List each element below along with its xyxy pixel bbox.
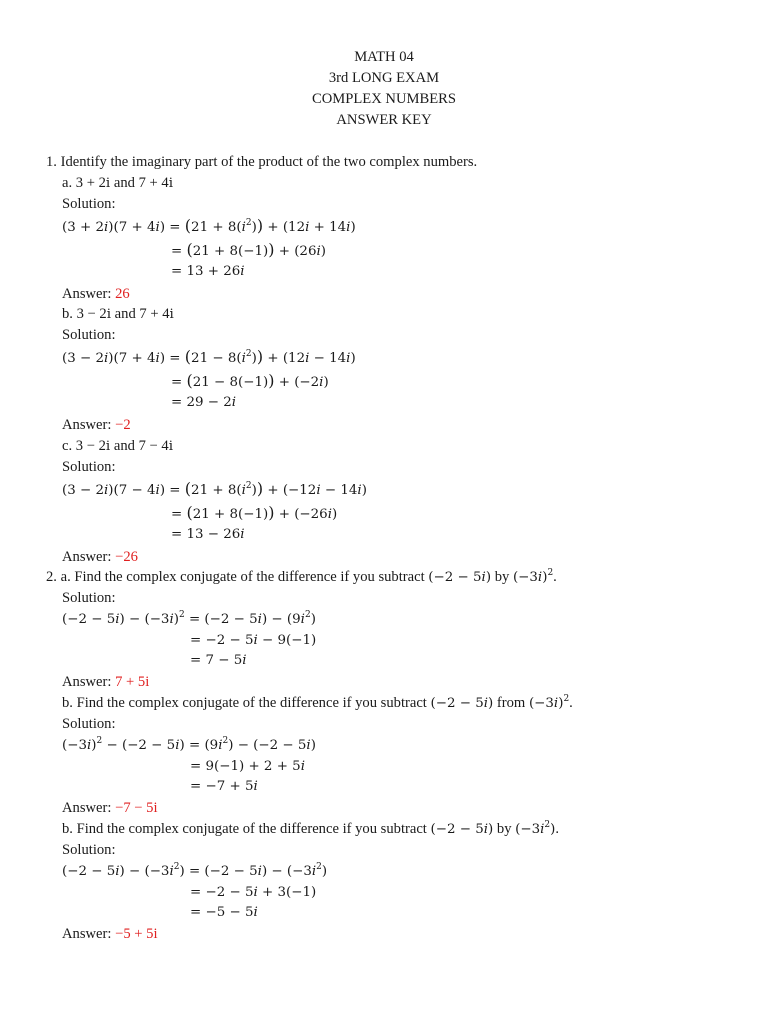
q2c-solution-label: Solution: <box>62 842 116 858</box>
q1b-solution-label: Solution: <box>62 327 116 343</box>
q1c-solution-label: Solution: <box>62 459 116 475</box>
q1c-step-2: = (21 + 8(−1)) + (−26i) <box>171 503 338 522</box>
q1a-step-3: = 13 + 26i <box>171 264 245 279</box>
q1b-answer-value: −2 <box>115 417 131 433</box>
q1a-step-1: $(3 + 2i)(7 + 4i) = (21 + 8(i^2)) + (12i + 14i)$ <box>62 216 356 235</box>
q1-prompt: 1. Identify the imaginary part of the product of the two complex numbers. <box>46 154 478 170</box>
q2c-step-3: = −5 − 5i <box>190 905 258 920</box>
q2b-step-2: = 9(−1) + 2 + 5i <box>190 759 305 774</box>
q2c-prompt: b. Find the complex conjugate of the difference if you subtract (−2 − 5i) by $(-3i^2)$. <box>62 819 560 837</box>
q1a-solution-label: Solution: <box>62 196 116 212</box>
q2b-prompt: b. Find the complex conjugate of the difference if you subtract (−2 − 5i) from $(-3i)^2$. <box>62 693 573 711</box>
q2b-step-3: = −7 + 5i <box>190 779 258 794</box>
q1a-answer: Answer: 26 <box>62 286 130 302</box>
topic-title: COMPLEX NUMBERS <box>312 91 456 107</box>
q2c-step-1: $(-2 - 5i) - (-3i^2) = (-2 - 5i) - (-3i^2)$ <box>62 861 328 879</box>
q1a-answer-value: 26 <box>115 286 130 302</box>
q2b-step-1: $(-3i)^2 - (-2 - 5i) = (9i^2) - (-2 - 5i)$ <box>62 735 316 753</box>
q2a-step-2: = −2 − 5i − 9(−1) <box>190 633 317 648</box>
q1b-step-2: = (21 − 8(−1)) + (−2i) <box>171 371 329 390</box>
course-title: MATH 04 <box>354 49 414 65</box>
q2c-answer-value: −5 + 5i <box>115 926 158 942</box>
q2b-answer-value: −7 − 5i <box>115 800 158 816</box>
q2c-answer: Answer: −5 + 5i <box>62 926 158 942</box>
q1c-answer-value: −26 <box>115 549 138 565</box>
q1c-answer: Answer: −26 <box>62 549 138 565</box>
q2a-solution-label: Solution: <box>62 590 116 606</box>
q2a-answer-value: 7 + 5i <box>115 674 150 690</box>
q1b-step-3: = 29 − 2i <box>171 395 237 410</box>
q2c-step-2: = −2 − 5i + 3(−1) <box>190 885 317 900</box>
q2b-solution-label: Solution: <box>62 716 116 732</box>
answer-key-title: ANSWER KEY <box>336 112 432 128</box>
exam-title: 3rd LONG EXAM <box>328 70 440 86</box>
q2a-step-3: = 7 − 5i <box>190 653 247 668</box>
q2a-step-1: $(-2 - 5i) - (-3i)^2 = (-2 - 5i) - (9i^2)$ <box>62 609 316 627</box>
q1a-step-2: = (21 + 8(−1)) + (26i) <box>171 240 326 259</box>
q2a-answer: Answer: 7 + 5i <box>62 674 150 690</box>
q1b-step-1: $(3 - 2i)(7 + 4i) = (21 - 8(i^2)) + (12i - 14i)$ <box>62 347 356 366</box>
q2b-answer: Answer: −7 − 5i <box>62 800 158 816</box>
q1c-step-3: = 13 − 26i <box>171 527 245 542</box>
q1b-label: b. 3 − 2i and 7 + 4i <box>62 306 174 322</box>
q1b-answer: Answer: −2 <box>62 417 131 433</box>
q1a-label: a. 3 + 2i and 7 + 4i <box>62 175 173 191</box>
q1c-step-1: $(3 - 2i)(7 - 4i) = (21 + 8(i^2)) + (-12i - 14i)$ <box>62 479 367 498</box>
q1c-label: c. 3 − 2i and 7 − 4i <box>62 438 173 454</box>
q2a-prompt: 2. a. Find the complex conjugate of the difference if you subtract (−2 − 5i) by $(-3i)^2$. <box>46 567 557 585</box>
